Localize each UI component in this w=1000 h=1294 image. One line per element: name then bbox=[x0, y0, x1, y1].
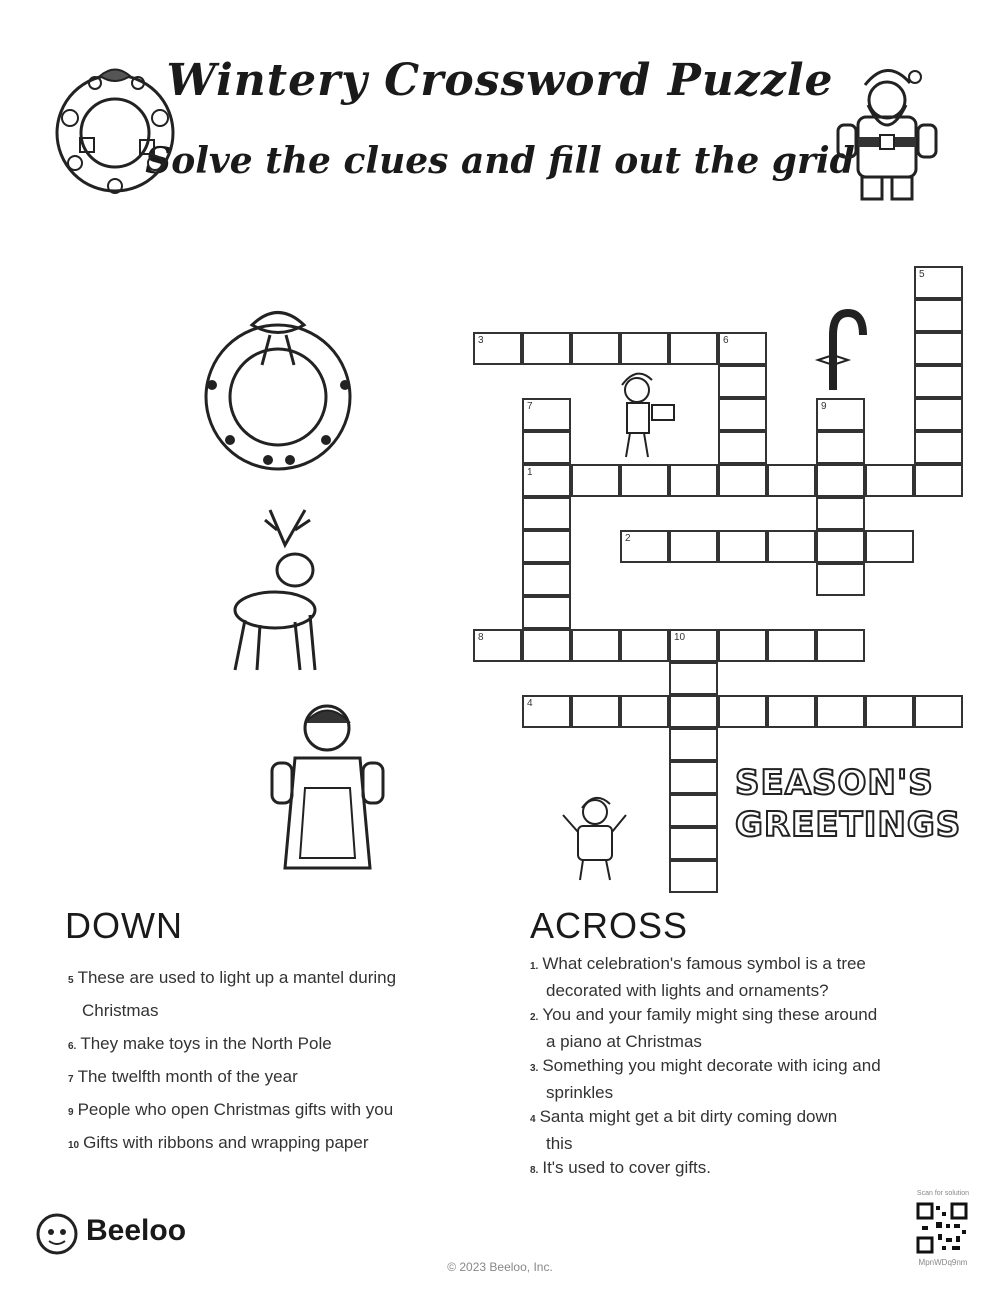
clue-number: 3 bbox=[478, 335, 484, 346]
clue-number: 9 bbox=[821, 401, 827, 412]
down-clue-number: 10 bbox=[68, 1140, 80, 1151]
crossword-cell[interactable] bbox=[620, 530, 669, 563]
crossword-cell[interactable] bbox=[522, 596, 571, 629]
clue-number: 4 bbox=[527, 698, 533, 709]
crossword-cell[interactable] bbox=[914, 398, 963, 431]
crossword-cell[interactable] bbox=[914, 266, 963, 299]
crossword-cell[interactable] bbox=[669, 662, 718, 695]
qr-code-icon[interactable] bbox=[916, 1202, 968, 1254]
crossword-cell[interactable] bbox=[473, 332, 522, 365]
clue-number: 2 bbox=[625, 533, 631, 544]
crossword-cell[interactable] bbox=[522, 695, 571, 728]
copyright: © 2023 Beeloo, Inc. bbox=[447, 1260, 553, 1274]
across-clue bbox=[530, 1003, 950, 1030]
crossword-cell[interactable] bbox=[669, 530, 718, 563]
crossword-cell[interactable] bbox=[718, 332, 767, 365]
crossword-cell[interactable] bbox=[571, 464, 620, 497]
crossword-cell[interactable] bbox=[522, 629, 571, 662]
crossword-cell[interactable] bbox=[718, 398, 767, 431]
crossword-cell[interactable] bbox=[669, 695, 718, 728]
crossword-cell[interactable] bbox=[669, 728, 718, 761]
across-clue-number: 3. bbox=[530, 1063, 539, 1074]
crossword-cell[interactable] bbox=[914, 365, 963, 398]
across-clue-text: Santa might get a bit dirty coming down bbox=[539, 1107, 838, 1126]
crossword-cell[interactable] bbox=[669, 860, 718, 893]
crossword-cell[interactable] bbox=[522, 563, 571, 596]
clue-number: 6 bbox=[723, 335, 729, 346]
crossword-cell[interactable] bbox=[522, 431, 571, 464]
across-clue-number: 1. bbox=[530, 961, 539, 972]
down-clue bbox=[68, 968, 396, 988]
crossword-cell[interactable] bbox=[914, 431, 963, 464]
crossword-cell[interactable] bbox=[718, 695, 767, 728]
down-clue-text: Gifts with ribbons and wrapping paper bbox=[83, 1133, 369, 1152]
down-clue-number: 5 bbox=[68, 975, 74, 986]
crossword-cell[interactable] bbox=[767, 530, 816, 563]
crossword-cell[interactable] bbox=[816, 464, 865, 497]
beeloo-logo-icon bbox=[35, 1212, 79, 1256]
clue-number: 5 bbox=[919, 269, 925, 280]
down-clue bbox=[68, 1067, 298, 1087]
seasons-greetings-line2: GREETINGS bbox=[735, 805, 962, 845]
crossword-cell[interactable] bbox=[865, 695, 914, 728]
crossword-cell[interactable] bbox=[522, 398, 571, 431]
across-clue-continued: a piano at Christmas bbox=[546, 1032, 702, 1051]
crossword-cell[interactable] bbox=[718, 431, 767, 464]
down-clue-text: People who open Christmas gifts with you bbox=[77, 1100, 394, 1119]
crossword-cell[interactable] bbox=[816, 563, 865, 596]
down-clue-text: These are used to light up a mantel during bbox=[77, 968, 397, 987]
down-clue bbox=[68, 1133, 369, 1153]
crossword-cell[interactable] bbox=[473, 629, 522, 662]
crossword-cell[interactable] bbox=[571, 695, 620, 728]
across-clue-number: 8. bbox=[530, 1165, 539, 1176]
clue-number: 1 bbox=[527, 467, 533, 478]
crossword-cell[interactable] bbox=[914, 695, 963, 728]
down-clue bbox=[68, 1100, 393, 1120]
across-clue-continued: this bbox=[546, 1134, 573, 1153]
crossword-cell[interactable] bbox=[865, 464, 914, 497]
crossword-cell[interactable] bbox=[816, 695, 865, 728]
crossword-cell[interactable] bbox=[669, 629, 718, 662]
across-clue-text: What celebration's famous symbol is a tree bbox=[542, 954, 866, 973]
across-clue bbox=[530, 1054, 950, 1081]
crossword-cell[interactable] bbox=[767, 695, 816, 728]
crossword-cell[interactable] bbox=[571, 332, 620, 365]
across-clues bbox=[530, 952, 950, 1183]
crossword-cell[interactable] bbox=[522, 497, 571, 530]
page-title: Wintery Crossword Puzzle bbox=[166, 55, 834, 106]
across-heading: ACROSS bbox=[530, 905, 689, 946]
crossword-cell[interactable] bbox=[816, 398, 865, 431]
down-clue-text: The twelfth month of the year bbox=[77, 1067, 298, 1086]
down-clue-number: 7 bbox=[68, 1074, 74, 1085]
qr-code-text: MpnWDq9nm bbox=[918, 1258, 968, 1267]
crossword-cell[interactable] bbox=[571, 629, 620, 662]
crossword-cell[interactable] bbox=[718, 365, 767, 398]
crossword-cell[interactable] bbox=[816, 497, 865, 530]
crossword-cell[interactable] bbox=[914, 464, 963, 497]
seasons-greetings-line1: SEASON'S bbox=[735, 763, 934, 803]
down-clue bbox=[68, 1034, 332, 1054]
crossword-cell[interactable] bbox=[816, 530, 865, 563]
crossword-cell[interactable] bbox=[669, 464, 718, 497]
crossword-cell[interactable] bbox=[522, 530, 571, 563]
crossword-cell[interactable] bbox=[620, 695, 669, 728]
across-clue bbox=[530, 952, 950, 979]
clue-number: 8 bbox=[478, 632, 484, 643]
across-clue-continued: sprinkles bbox=[546, 1083, 614, 1102]
across-clue-number: 4 bbox=[530, 1114, 536, 1125]
across-clue bbox=[530, 1105, 950, 1132]
crossword-cell[interactable] bbox=[914, 299, 963, 332]
crossword-cell[interactable] bbox=[816, 629, 865, 662]
crossword-cell[interactable] bbox=[669, 332, 718, 365]
down-heading: DOWN bbox=[65, 905, 183, 946]
down-clue-number: 6. bbox=[68, 1041, 77, 1052]
crossword-cell[interactable] bbox=[865, 530, 914, 563]
qr-caption: Scan for solution bbox=[916, 1190, 970, 1197]
crossword-cell[interactable] bbox=[669, 761, 718, 794]
crossword-cell[interactable] bbox=[620, 332, 669, 365]
across-clue-text: You and your family might sing these around bbox=[542, 1005, 878, 1024]
across-clue-text: Something you might decorate with icing and bbox=[542, 1056, 881, 1075]
across-clue-text: It's used to cover gifts. bbox=[542, 1158, 711, 1177]
across-clue bbox=[530, 1156, 950, 1183]
crossword-cell[interactable] bbox=[669, 827, 718, 860]
crossword-cell[interactable] bbox=[718, 530, 767, 563]
brand-name: Beeloo bbox=[86, 1214, 187, 1247]
crossword-cell[interactable] bbox=[669, 794, 718, 827]
crossword-cell[interactable] bbox=[718, 629, 767, 662]
clue-number: 7 bbox=[527, 401, 533, 412]
crossword-cell[interactable] bbox=[816, 431, 865, 464]
crossword-cell[interactable] bbox=[767, 464, 816, 497]
down-clue-text: They make toys in the North Pole bbox=[80, 1034, 332, 1053]
clue-number: 10 bbox=[674, 632, 686, 643]
crossword-cell[interactable] bbox=[914, 332, 963, 365]
crossword-cell[interactable] bbox=[620, 464, 669, 497]
down-clue-number: 9 bbox=[68, 1107, 74, 1118]
crossword-cell[interactable] bbox=[522, 464, 571, 497]
page-subtitle: Solve the clues and fill out the grid bbox=[145, 140, 855, 182]
crossword-cell[interactable] bbox=[718, 464, 767, 497]
crossword-cell[interactable] bbox=[522, 332, 571, 365]
across-clue-continued: decorated with lights and ornaments? bbox=[546, 981, 829, 1000]
across-clue-number: 2. bbox=[530, 1012, 539, 1023]
crossword-cell[interactable] bbox=[620, 629, 669, 662]
down-clue-continued: Christmas bbox=[82, 1001, 159, 1020]
crossword-cell[interactable] bbox=[767, 629, 816, 662]
